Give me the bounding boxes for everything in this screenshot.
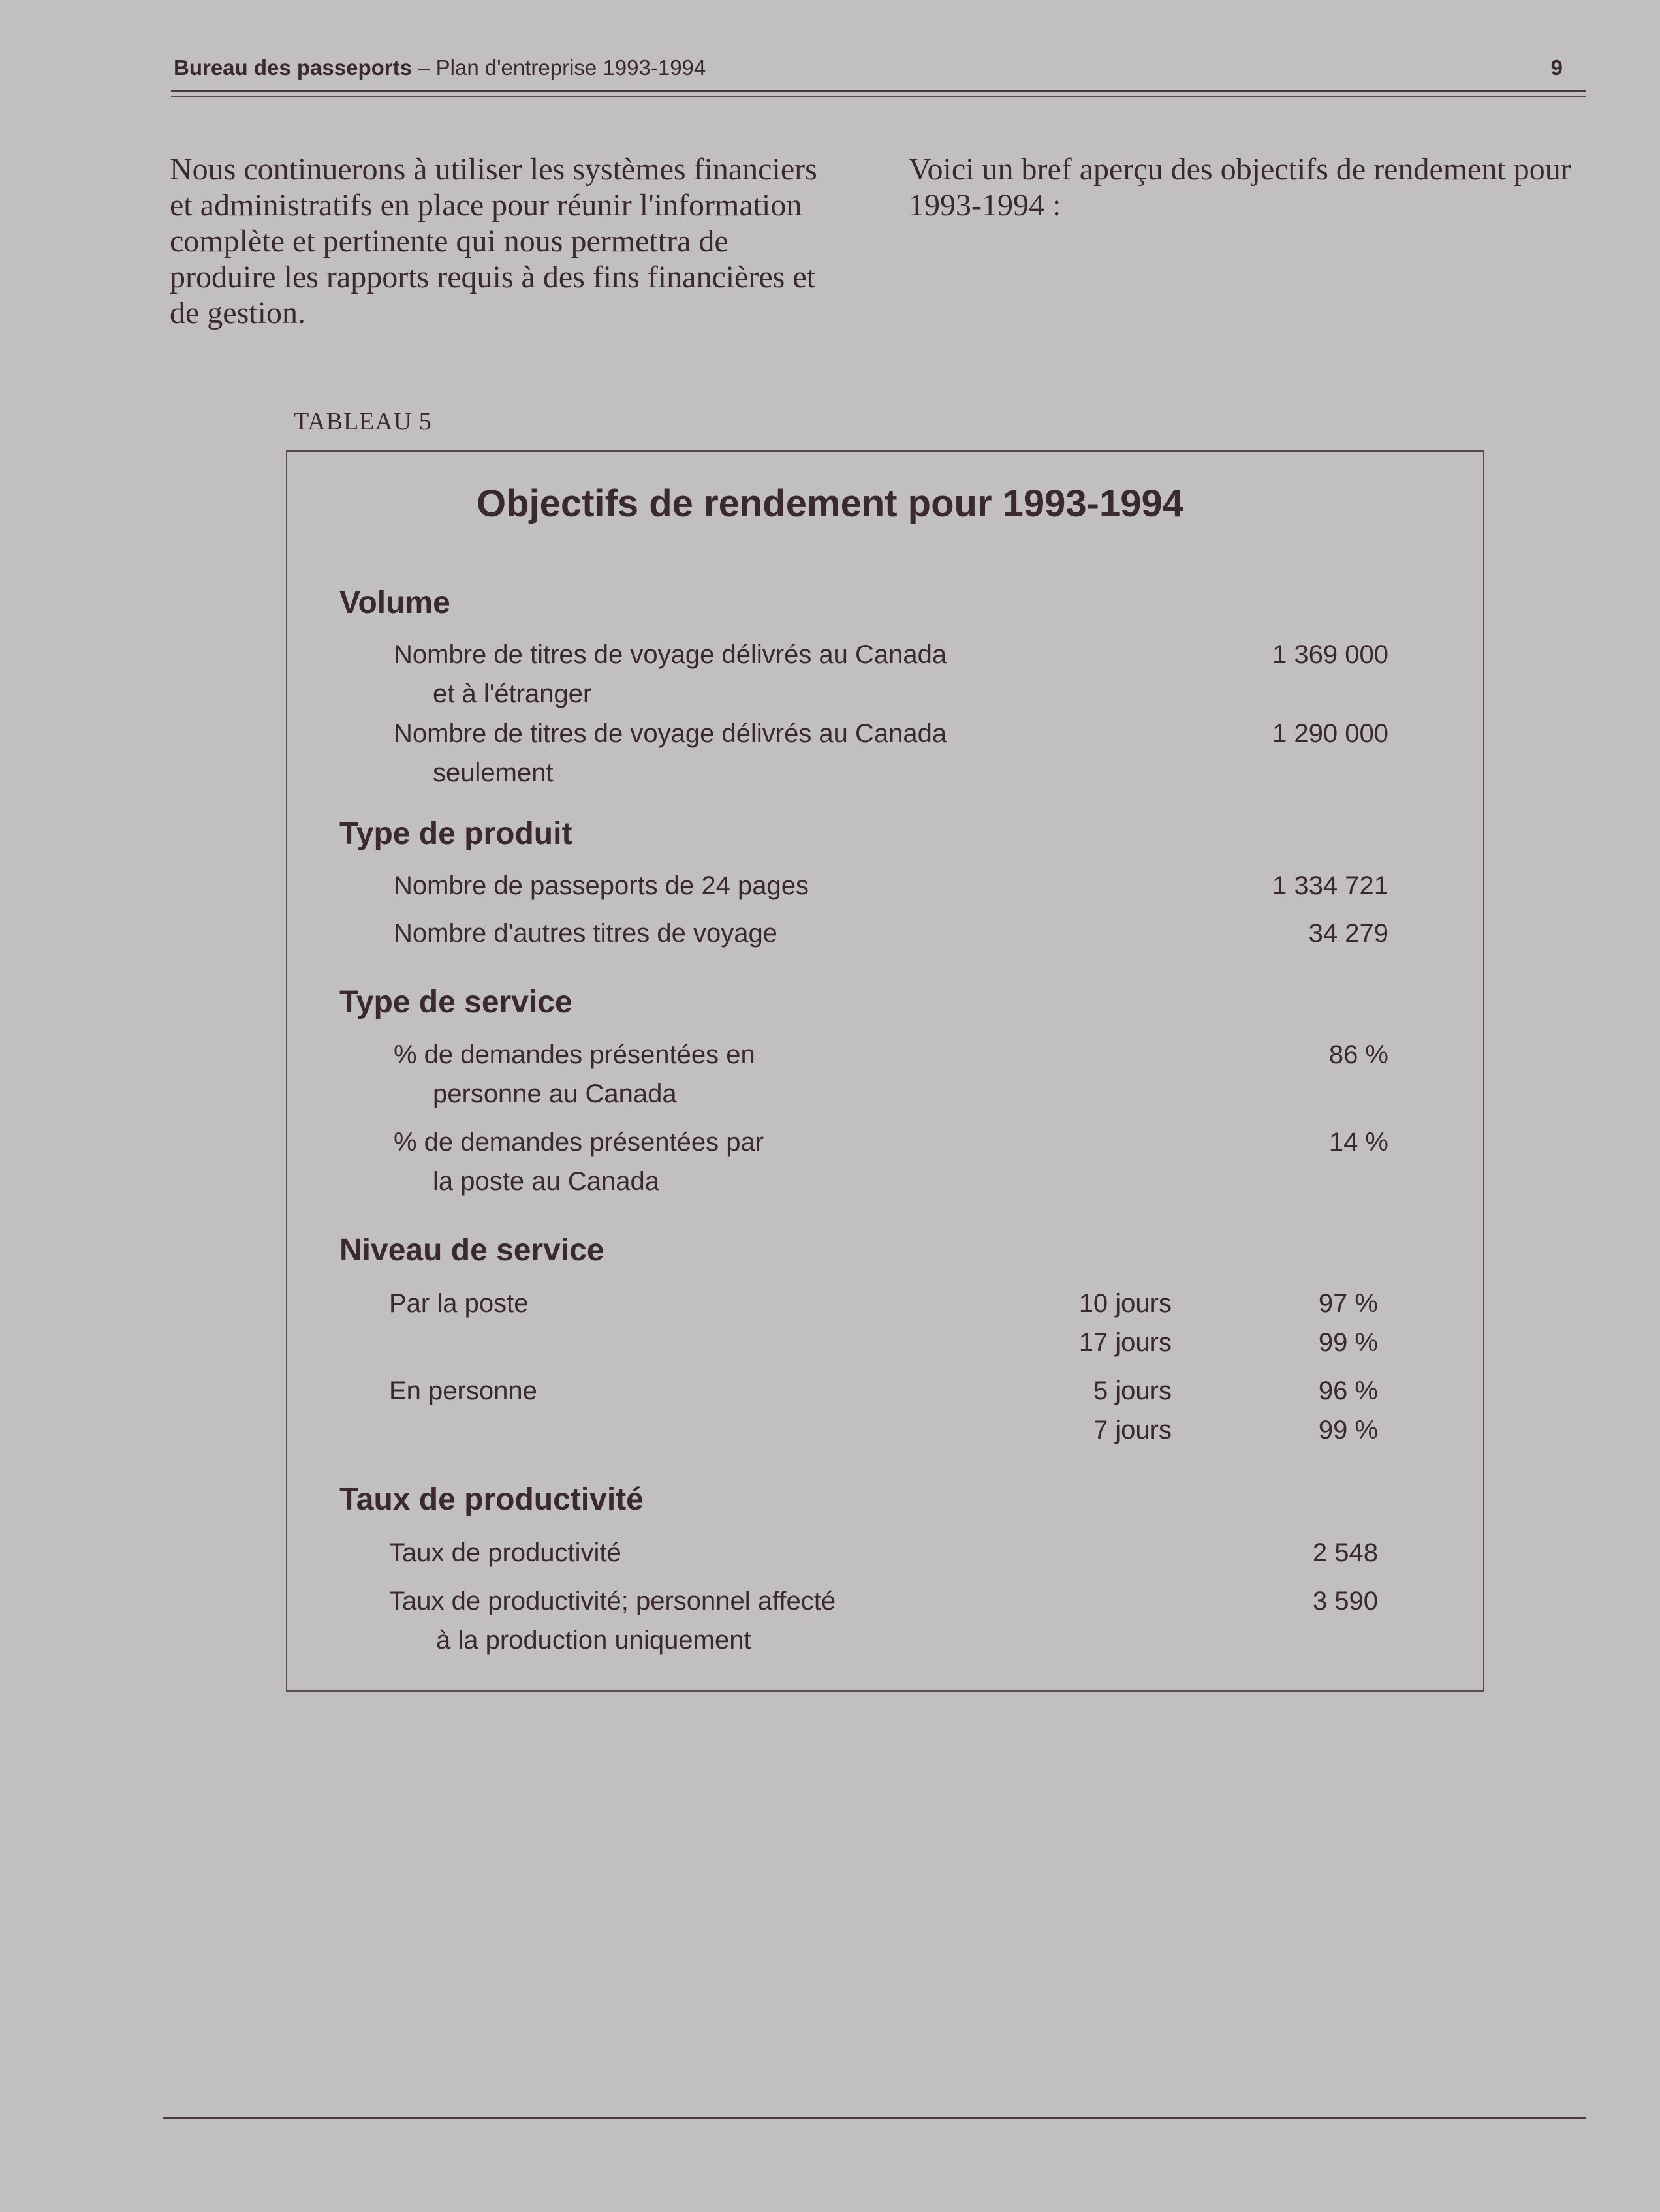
row-value: 1 369 000 [1272, 640, 1388, 669]
table-row [0, 1581, 1660, 1655]
table-row [0, 914, 1660, 953]
running-header [171, 55, 1568, 81]
table-label: TABLEAU 5 [294, 408, 432, 435]
table-row [0, 1123, 1660, 1196]
section-heading-volume: Volume [339, 585, 450, 620]
header-title [174, 55, 706, 81]
section-heading-productivite: Taux de productivité [339, 1482, 644, 1517]
row-delay-secondary: 17 jours [1078, 1328, 1172, 1357]
row-value-secondary: 99 % [1318, 1328, 1378, 1357]
row-label: Nombre d'autres titres de voyage [394, 919, 777, 948]
table-row [0, 1284, 1660, 1357]
row-label: Nombre de titres de voyage délivrés au Canada [394, 719, 947, 748]
row-label: Nombre de passeports de 24 pages [394, 871, 809, 900]
row-label: Par la poste [389, 1289, 529, 1318]
footer-rule [163, 2117, 1586, 2119]
row-value: 96 % [1318, 1377, 1378, 1405]
row-label-continued: la poste au Canada [433, 1167, 659, 1196]
intro-paragraph-left: Nous continuerons à utiliser les systèmes financiers et administratifs en place pour réunir l'information complète et pertinente qui nous permettra de produire les rapports requis à des fins financières et de gestion. [170, 152, 817, 330]
header-rule-secondary [171, 96, 1586, 97]
row-label-continued: et à l'étranger [433, 679, 592, 708]
row-value-secondary: 99 % [1318, 1416, 1378, 1444]
table-row [0, 866, 1660, 905]
header-rule [171, 90, 1586, 92]
row-value: 34 279 [1308, 919, 1388, 948]
row-value: 97 % [1318, 1289, 1378, 1318]
row-label: En personne [389, 1377, 537, 1405]
row-label-continued: à la production uniquement [436, 1626, 751, 1655]
row-label: % de demandes présentées par [394, 1128, 764, 1157]
page-number: 9 [1550, 55, 1563, 80]
row-delay: 5 jours [1093, 1377, 1172, 1405]
row-value: 2 548 [1312, 1538, 1378, 1567]
section-heading-service: Type de service [339, 985, 572, 1020]
table-title: Objectifs de rendement pour 1993-1994 [476, 482, 1184, 525]
table-row [0, 1371, 1660, 1444]
section-heading-niveau: Niveau de service [339, 1233, 604, 1268]
row-delay-secondary: 7 jours [1093, 1416, 1172, 1444]
table-row [0, 714, 1660, 787]
table-row [0, 1533, 1660, 1572]
header-separator: – [411, 55, 436, 80]
row-label: Taux de productivité; personnel affecté [389, 1587, 836, 1615]
row-label-continued: personne au Canada [433, 1080, 677, 1108]
row-label: Taux de productivité [389, 1538, 621, 1567]
intro-paragraph-right: Voici un bref aperçu des objectifs de rendement pour 1993-1994 : [909, 152, 1571, 223]
row-value: 86 % [1328, 1040, 1388, 1069]
header-org: Bureau des passeports [174, 55, 412, 80]
row-delay: 10 jours [1078, 1289, 1172, 1318]
table-row [0, 1035, 1660, 1108]
row-value: 1 334 721 [1272, 871, 1388, 900]
row-label-continued: seulement [433, 758, 554, 787]
header-doc-title: Plan d'entreprise 1993-1994 [435, 55, 706, 80]
section-heading-produit: Type de produit [339, 817, 572, 851]
row-label: Nombre de titres de voyage délivrés au Canada [394, 640, 947, 669]
table-row [0, 635, 1660, 708]
row-value: 14 % [1328, 1128, 1388, 1157]
row-value: 1 290 000 [1272, 719, 1388, 748]
row-label: % de demandes présentées en [394, 1040, 755, 1069]
row-value: 3 590 [1312, 1587, 1378, 1615]
